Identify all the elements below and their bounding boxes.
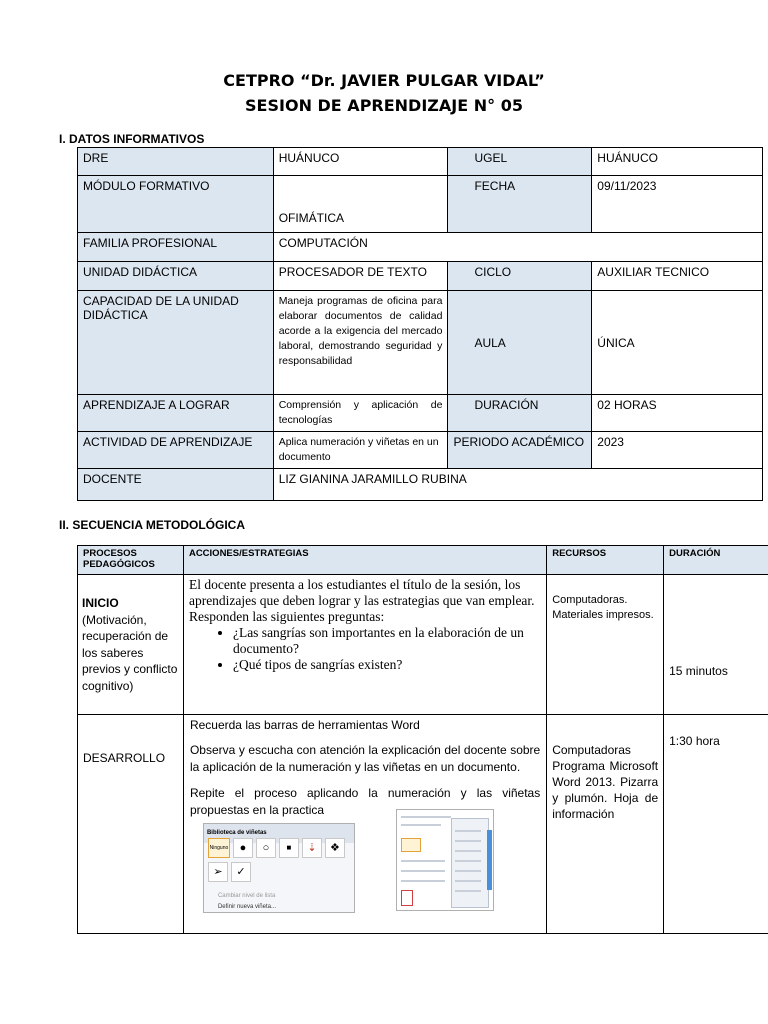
column-header: PROCESOS PEDAGÓGICOS xyxy=(78,546,184,575)
decor-highlight xyxy=(487,830,492,890)
table-row xyxy=(78,395,763,432)
desarrollo-title: DESARROLLO xyxy=(78,715,184,934)
decor-line xyxy=(455,870,481,872)
column-header: RECURSOS xyxy=(547,546,664,575)
decor-line xyxy=(401,824,441,826)
unidad-value: PROCESADOR DE TEXTO xyxy=(273,262,448,291)
inicio-subtitle: (Motivación, recuperación de los saberes previos y conflicto cognitivo) xyxy=(82,612,178,693)
table-row-desarrollo xyxy=(78,715,768,934)
decor-line xyxy=(455,840,481,842)
desarrollo-duration: 1:30 hora xyxy=(664,715,768,934)
capacidad-value: Maneja programas de oficina para elaborar documentos de calidad acorde a la exigencia del mercado laboral, demostrando seguridad y responsabilidad xyxy=(273,291,448,395)
dre-value: HUÁNUCO xyxy=(273,148,448,176)
inicio-resources: Computadoras. Materiales impresos. xyxy=(547,575,664,715)
decor-line xyxy=(455,890,481,892)
section-heading-secuencia: II. SECUENCIA METODOLÓGICA xyxy=(59,518,246,532)
capacidad-label: CAPACIDAD DE LA UNIDAD DIDÁCTICA xyxy=(78,291,274,395)
inicio-title: INICIO xyxy=(82,596,119,610)
decor-line xyxy=(455,850,481,852)
actividad-value: Aplica numeración y viñetas en un documento xyxy=(273,432,448,469)
bullet-check-icon: ✓ xyxy=(231,862,251,882)
define-new-bullet-item: Definir nueva viñeta... xyxy=(217,904,276,910)
table-row xyxy=(78,176,763,233)
secuencia-table xyxy=(77,545,768,934)
word-menu-image xyxy=(396,809,494,911)
table-header-row xyxy=(78,546,768,575)
bullet-disc-icon: ● xyxy=(233,838,253,858)
aula-label: AULA xyxy=(448,291,592,395)
desarrollo-p3: Repite el proceso aplicando la numeración y las viñetas propuestas en la practica xyxy=(189,786,541,817)
change-list-level-item: Cambiar nivel de lista xyxy=(217,893,276,899)
bullet-diamond-icon: ❖ xyxy=(325,838,345,858)
periodo-value: 2023 xyxy=(592,432,763,469)
ciclo-value: AUXILIAR TECNICO xyxy=(592,262,763,291)
column-header: ACCIONES/ESTRATEGIAS xyxy=(183,546,546,575)
aprendizaje-value: Comprensión y aplicación de tecnologías xyxy=(273,395,448,432)
desarrollo-resources: Computadoras Programa Microsoft Word 2013. Pizarra y plumón. Hoja de información xyxy=(547,715,664,934)
decor-line xyxy=(455,860,481,862)
bullet-square-icon: ■ xyxy=(279,838,299,858)
bullet-arrowhead-icon: ➢ xyxy=(208,862,228,882)
ugel-value: HUÁNUCO xyxy=(592,148,763,176)
decor-box xyxy=(401,838,421,852)
list-item: • ¿Qué tipos de sangrías existen? xyxy=(233,657,541,673)
unidad-label: UNIDAD DIDÁCTICA xyxy=(78,262,274,291)
inicio-intro: El docente presenta a los estudiantes el título de la sesión, los aprendizajes que deben lograr y las estrategias que van emplear. xyxy=(188,577,535,608)
document-subtitle: SESION DE APRENDIZAJE N° 05 xyxy=(245,96,523,115)
bullet-none-option: Ninguno xyxy=(208,838,230,858)
desarrollo-p1: Recuerda las barras de herramientas Word xyxy=(189,718,420,732)
decor-line xyxy=(401,860,445,862)
table-row xyxy=(78,469,763,501)
table-row xyxy=(78,262,763,291)
fecha-value: 09/11/2023 xyxy=(592,176,763,233)
fecha-label: FECHA xyxy=(448,176,592,233)
column-header: DURACIÓN xyxy=(664,546,768,575)
decor-line xyxy=(455,830,481,832)
actividad-label: ACTIVIDAD DE APRENDIZAJE xyxy=(78,432,274,469)
aula-value: ÚNICA xyxy=(592,291,763,395)
dre-label: DRE xyxy=(78,148,274,176)
modulo-value: OFIMÁTICA xyxy=(273,176,448,233)
bullet-arrow-down-icon: ⇣ xyxy=(302,838,322,858)
bullet-library-title: Biblioteca de viñetas xyxy=(204,824,354,843)
section-heading-datos: I. DATOS INFORMATIVOS xyxy=(59,132,205,146)
datos-informativos-table xyxy=(77,147,763,501)
decor-box xyxy=(401,890,413,906)
familia-label: FAMILIA PROFESIONAL xyxy=(78,233,274,262)
list-item: • ¿Las sangrías son importantes en la elaboración de un documento? xyxy=(233,625,541,657)
duracion-label: DURACIÓN xyxy=(448,395,592,432)
aprendizaje-label: APRENDIZAJE A LOGRAR xyxy=(78,395,274,432)
table-row-inicio xyxy=(78,575,768,715)
desarrollo-p2: Observa y escucha con atención la explicación del docente sobre la aplicación de la numeración y las viñetas en un documento. xyxy=(189,743,541,774)
decor-line xyxy=(401,816,451,818)
ciclo-label: CICLO xyxy=(448,262,592,291)
table-row xyxy=(78,148,763,176)
docente-label: DOCENTE xyxy=(78,469,274,501)
bullet-circle-icon: ○ xyxy=(256,838,276,858)
table-row xyxy=(78,291,763,395)
word-screenshots xyxy=(190,821,540,919)
decor-line xyxy=(401,880,445,882)
duracion-value: 02 HORAS xyxy=(592,395,763,432)
periodo-label: PERIODO ACADÉMICO xyxy=(448,432,592,469)
table-row xyxy=(78,233,763,262)
familia-value: COMPUTACIÓN xyxy=(273,233,762,262)
decor-line xyxy=(455,880,481,882)
ugel-label: UGEL xyxy=(448,148,592,176)
modulo-label: MÓDULO FORMATIVO xyxy=(78,176,274,233)
docente-value: LIZ GIANINA JARAMILLO RUBINA xyxy=(273,469,762,501)
decor-line xyxy=(401,870,445,872)
table-row xyxy=(78,432,763,469)
inicio-questions-intro: Responden las siguientes preguntas: xyxy=(188,609,385,624)
document-title: CETPRO “Dr. JAVIER PULGAR VIDAL” xyxy=(223,71,545,90)
bullet-library-image xyxy=(203,823,355,913)
inicio-questions-list xyxy=(189,625,541,673)
inicio-duration: 15 minutos xyxy=(664,575,768,715)
